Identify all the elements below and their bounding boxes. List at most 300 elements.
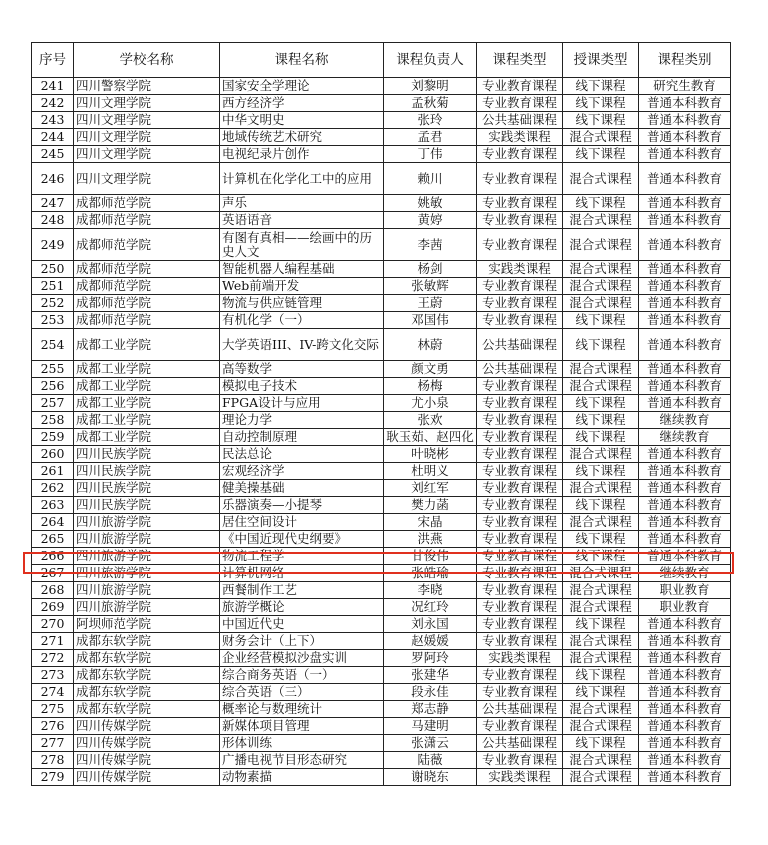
table-row — [32, 769, 731, 786]
cell-school: 四川文理学院 — [74, 129, 220, 146]
table-row — [32, 329, 731, 361]
table-row — [32, 514, 731, 531]
cell-school: 阿坝师范学院 — [74, 616, 220, 633]
cell-course: 有机化学（一） — [220, 312, 384, 329]
cell-instructor: 况红玲 — [384, 599, 477, 616]
cell-school: 四川传媒学院 — [74, 735, 220, 752]
table-body — [32, 78, 731, 786]
cell-category: 普通本科教育 — [639, 667, 731, 684]
cell-delivery-type: 线下课程 — [563, 548, 639, 565]
cell-course-type: 实践类课程 — [477, 261, 563, 278]
cell-category: 普通本科教育 — [639, 548, 731, 565]
cell-category: 普通本科教育 — [639, 329, 731, 361]
cell-delivery-type: 线下课程 — [563, 429, 639, 446]
cell-index: 245 — [32, 146, 74, 163]
cell-course: 民法总论 — [220, 446, 384, 463]
cell-delivery-type: 混合式课程 — [563, 514, 639, 531]
cell-course: 英语语音 — [220, 212, 384, 229]
table-row — [32, 95, 731, 112]
cell-category: 普通本科教育 — [639, 163, 731, 195]
table-row — [32, 312, 731, 329]
cell-index: 255 — [32, 361, 74, 378]
cell-course-type: 专业教育课程 — [477, 565, 563, 582]
cell-instructor: 罗阿玲 — [384, 650, 477, 667]
cell-course-type: 专业教育课程 — [477, 378, 563, 395]
cell-category: 普通本科教育 — [639, 112, 731, 129]
cell-instructor: 张皓瑜 — [384, 565, 477, 582]
cell-index: 272 — [32, 650, 74, 667]
table-row — [32, 599, 731, 616]
cell-delivery-type: 混合式课程 — [563, 229, 639, 261]
cell-course: 广播电视节目形态研究 — [220, 752, 384, 769]
cell-delivery-type: 线下课程 — [563, 312, 639, 329]
table-row — [32, 650, 731, 667]
cell-school: 四川文理学院 — [74, 112, 220, 129]
cell-index: 257 — [32, 395, 74, 412]
cell-delivery-type: 混合式课程 — [563, 212, 639, 229]
table-row — [32, 129, 731, 146]
cell-instructor: 张建华 — [384, 667, 477, 684]
cell-category: 普通本科教育 — [639, 212, 731, 229]
cell-course: 大学英语III、IV-跨文化交际 — [220, 329, 384, 361]
cell-delivery-type: 线下课程 — [563, 95, 639, 112]
table-row — [32, 112, 731, 129]
cell-index: 276 — [32, 718, 74, 735]
header-category: 课程类别 — [639, 43, 731, 78]
cell-course-type: 专业教育课程 — [477, 195, 563, 212]
table-row — [32, 565, 731, 582]
cell-index: 249 — [32, 229, 74, 261]
cell-delivery-type: 线下课程 — [563, 684, 639, 701]
cell-index: 270 — [32, 616, 74, 633]
cell-school: 四川旅游学院 — [74, 531, 220, 548]
cell-index: 279 — [32, 769, 74, 786]
cell-category: 普通本科教育 — [639, 514, 731, 531]
cell-index: 277 — [32, 735, 74, 752]
cell-instructor: 孟君 — [384, 129, 477, 146]
cell-course-type: 公共基础课程 — [477, 329, 563, 361]
header-course-type: 课程类型 — [477, 43, 563, 78]
cell-course: 健美操基础 — [220, 480, 384, 497]
cell-delivery-type: 线下课程 — [563, 195, 639, 212]
cell-index: 244 — [32, 129, 74, 146]
cell-delivery-type: 混合式课程 — [563, 361, 639, 378]
cell-course: 高等数学 — [220, 361, 384, 378]
cell-instructor: 张敏辉 — [384, 278, 477, 295]
cell-course-type: 专业教育课程 — [477, 684, 563, 701]
cell-course-type: 专业教育课程 — [477, 633, 563, 650]
cell-course: FPGA设计与应用 — [220, 395, 384, 412]
cell-category: 普通本科教育 — [639, 701, 731, 718]
table-row — [32, 531, 731, 548]
cell-index: 247 — [32, 195, 74, 212]
cell-course-type: 公共基础课程 — [477, 112, 563, 129]
cell-course-type: 专业教育课程 — [477, 752, 563, 769]
cell-index: 250 — [32, 261, 74, 278]
cell-course: 智能机器人编程基础 — [220, 261, 384, 278]
cell-index: 252 — [32, 295, 74, 312]
cell-school: 成都工业学院 — [74, 429, 220, 446]
cell-index: 259 — [32, 429, 74, 446]
cell-course: 模拟电子技术 — [220, 378, 384, 395]
cell-instructor: 李晓 — [384, 582, 477, 599]
cell-delivery-type: 混合式课程 — [563, 261, 639, 278]
table-row — [32, 229, 731, 261]
cell-category: 普通本科教育 — [639, 361, 731, 378]
cell-category: 职业教育 — [639, 599, 731, 616]
cell-instructor: 杨剑 — [384, 261, 477, 278]
cell-instructor: 赖川 — [384, 163, 477, 195]
table-row — [32, 616, 731, 633]
cell-instructor: 樊力菡 — [384, 497, 477, 514]
cell-school: 四川文理学院 — [74, 163, 220, 195]
cell-course: 西餐制作工艺 — [220, 582, 384, 599]
table-row — [32, 480, 731, 497]
cell-course-type: 实践类课程 — [477, 650, 563, 667]
cell-index: 278 — [32, 752, 74, 769]
cell-school: 成都工业学院 — [74, 378, 220, 395]
cell-category: 普通本科教育 — [639, 129, 731, 146]
cell-course: 理论力学 — [220, 412, 384, 429]
cell-index: 264 — [32, 514, 74, 531]
cell-course-type: 公共基础课程 — [477, 735, 563, 752]
cell-course: 财务会计（上下） — [220, 633, 384, 650]
cell-category: 普通本科教育 — [639, 684, 731, 701]
cell-course-type: 专业教育课程 — [477, 497, 563, 514]
cell-school: 四川警察学院 — [74, 78, 220, 95]
cell-instructor: 马建明 — [384, 718, 477, 735]
cell-course-type: 专业教育课程 — [477, 312, 563, 329]
cell-delivery-type: 混合式课程 — [563, 633, 639, 650]
cell-course: 中国近代史 — [220, 616, 384, 633]
cell-category: 普通本科教育 — [639, 650, 731, 667]
header-course: 课程名称 — [220, 43, 384, 78]
cell-school: 成都工业学院 — [74, 361, 220, 378]
cell-course-type: 专业教育课程 — [477, 78, 563, 95]
cell-delivery-type: 线下课程 — [563, 395, 639, 412]
cell-course-type: 专业教育课程 — [477, 718, 563, 735]
cell-school: 四川传媒学院 — [74, 769, 220, 786]
cell-instructor: 尤小泉 — [384, 395, 477, 412]
cell-school: 四川文理学院 — [74, 95, 220, 112]
cell-school: 四川传媒学院 — [74, 718, 220, 735]
cell-course: 旅游学概论 — [220, 599, 384, 616]
cell-delivery-type: 混合式课程 — [563, 718, 639, 735]
cell-course: 概率论与数理统计 — [220, 701, 384, 718]
cell-delivery-type: 混合式课程 — [563, 599, 639, 616]
cell-course: 居住空间设计 — [220, 514, 384, 531]
table-row — [32, 667, 731, 684]
cell-course: 计算机网络 — [220, 565, 384, 582]
cell-category: 普通本科教育 — [639, 278, 731, 295]
cell-instructor: 杨梅 — [384, 378, 477, 395]
cell-index: 262 — [32, 480, 74, 497]
cell-category: 继续教育 — [639, 565, 731, 582]
cell-category: 普通本科教育 — [639, 616, 731, 633]
cell-instructor: 谢晓东 — [384, 769, 477, 786]
cell-instructor: 赵媛媛 — [384, 633, 477, 650]
cell-index: 263 — [32, 497, 74, 514]
course-table — [31, 42, 731, 786]
cell-school: 四川旅游学院 — [74, 514, 220, 531]
table-row — [32, 78, 731, 95]
cell-category: 普通本科教育 — [639, 752, 731, 769]
table-row — [32, 718, 731, 735]
cell-delivery-type: 线下课程 — [563, 412, 639, 429]
cell-school: 成都师范学院 — [74, 229, 220, 261]
cell-delivery-type: 混合式课程 — [563, 582, 639, 599]
cell-delivery-type: 混合式课程 — [563, 378, 639, 395]
table-row — [32, 582, 731, 599]
cell-category: 普通本科教育 — [639, 195, 731, 212]
cell-course: 国家安全学理论 — [220, 78, 384, 95]
cell-delivery-type: 线下课程 — [563, 497, 639, 514]
cell-instructor: 林蔚 — [384, 329, 477, 361]
cell-index: 265 — [32, 531, 74, 548]
cell-school: 四川传媒学院 — [74, 752, 220, 769]
cell-course-type: 专业教育课程 — [477, 480, 563, 497]
cell-course: 动物素描 — [220, 769, 384, 786]
cell-delivery-type: 线下课程 — [563, 329, 639, 361]
cell-delivery-type: 线下课程 — [563, 463, 639, 480]
cell-school: 成都东软学院 — [74, 650, 220, 667]
cell-course-type: 专业教育课程 — [477, 548, 563, 565]
cell-school: 四川旅游学院 — [74, 582, 220, 599]
cell-index: 274 — [32, 684, 74, 701]
cell-delivery-type: 混合式课程 — [563, 701, 639, 718]
cell-index: 271 — [32, 633, 74, 650]
cell-category: 普通本科教育 — [639, 95, 731, 112]
cell-instructor: 张欢 — [384, 412, 477, 429]
cell-school: 四川旅游学院 — [74, 565, 220, 582]
cell-delivery-type: 线下课程 — [563, 146, 639, 163]
table-row — [32, 278, 731, 295]
cell-course: 乐器演奏—小提琴 — [220, 497, 384, 514]
header-school: 学校名称 — [74, 43, 220, 78]
cell-course: 新媒体项目管理 — [220, 718, 384, 735]
cell-school: 成都师范学院 — [74, 261, 220, 278]
cell-course: 宏观经济学 — [220, 463, 384, 480]
cell-course-type: 专业教育课程 — [477, 446, 563, 463]
cell-index: 242 — [32, 95, 74, 112]
cell-instructor: 刘永国 — [384, 616, 477, 633]
cell-course-type: 实践类课程 — [477, 129, 563, 146]
cell-category: 普通本科教育 — [639, 295, 731, 312]
cell-instructor: 王蔚 — [384, 295, 477, 312]
cell-school: 成都工业学院 — [74, 329, 220, 361]
cell-instructor: 孟秋菊 — [384, 95, 477, 112]
cell-course-type: 专业教育课程 — [477, 463, 563, 480]
cell-instructor: 刘红军 — [384, 480, 477, 497]
cell-instructor: 颜文勇 — [384, 361, 477, 378]
cell-course: 中华文明史 — [220, 112, 384, 129]
cell-delivery-type: 混合式课程 — [563, 129, 639, 146]
cell-instructor: 李茜 — [384, 229, 477, 261]
header-row — [32, 43, 731, 78]
cell-school: 四川民族学院 — [74, 463, 220, 480]
cell-instructor: 耿玉茹、赵四化 — [384, 429, 477, 446]
cell-school: 四川旅游学院 — [74, 599, 220, 616]
cell-course: 物流与供应链管理 — [220, 295, 384, 312]
cell-course-type: 公共基础课程 — [477, 361, 563, 378]
cell-delivery-type: 混合式课程 — [563, 480, 639, 497]
cell-instructor: 黄婷 — [384, 212, 477, 229]
table-row — [32, 429, 731, 446]
cell-school: 四川文理学院 — [74, 146, 220, 163]
cell-delivery-type: 线下课程 — [563, 616, 639, 633]
cell-instructor: 甘俊伟 — [384, 548, 477, 565]
cell-course: 物流工程学 — [220, 548, 384, 565]
cell-course-type: 专业教育课程 — [477, 95, 563, 112]
cell-course: 企业经营模拟沙盘实训 — [220, 650, 384, 667]
cell-category: 普通本科教育 — [639, 229, 731, 261]
cell-category: 继续教育 — [639, 429, 731, 446]
cell-index: 269 — [32, 599, 74, 616]
cell-course: 有图有真相——绘画中的历史人文 — [220, 229, 384, 261]
cell-instructor: 张玲 — [384, 112, 477, 129]
cell-delivery-type: 线下课程 — [563, 531, 639, 548]
cell-course-type: 专业教育课程 — [477, 295, 563, 312]
table-row — [32, 548, 731, 565]
cell-category: 研究生教育 — [639, 78, 731, 95]
cell-course: Web前端开发 — [220, 278, 384, 295]
table-row — [32, 446, 731, 463]
cell-instructor: 丁伟 — [384, 146, 477, 163]
cell-school: 四川旅游学院 — [74, 548, 220, 565]
table-row — [32, 212, 731, 229]
cell-index: 267 — [32, 565, 74, 582]
cell-category: 普通本科教育 — [639, 718, 731, 735]
cell-delivery-type: 混合式课程 — [563, 752, 639, 769]
cell-index: 258 — [32, 412, 74, 429]
cell-delivery-type: 混合式课程 — [563, 650, 639, 667]
cell-index: 253 — [32, 312, 74, 329]
cell-course-type: 专业教育课程 — [477, 146, 563, 163]
cell-instructor: 姚敏 — [384, 195, 477, 212]
cell-category: 普通本科教育 — [639, 735, 731, 752]
cell-course-type: 专业教育课程 — [477, 163, 563, 195]
cell-course: 地域传统艺术研究 — [220, 129, 384, 146]
cell-index: 275 — [32, 701, 74, 718]
cell-course-type: 专业教育课程 — [477, 429, 563, 446]
cell-instructor: 张潇云 — [384, 735, 477, 752]
cell-instructor: 杜明义 — [384, 463, 477, 480]
cell-instructor: 宋晶 — [384, 514, 477, 531]
cell-category: 普通本科教育 — [639, 378, 731, 395]
cell-course-type: 专业教育课程 — [477, 278, 563, 295]
cell-delivery-type: 混合式课程 — [563, 769, 639, 786]
cell-school: 四川民族学院 — [74, 446, 220, 463]
cell-delivery-type: 线下课程 — [563, 667, 639, 684]
table-row — [32, 378, 731, 395]
table-row — [32, 735, 731, 752]
table-row — [32, 684, 731, 701]
cell-school: 成都师范学院 — [74, 312, 220, 329]
table-row — [32, 163, 731, 195]
cell-school: 成都东软学院 — [74, 684, 220, 701]
cell-course-type: 专业教育课程 — [477, 616, 563, 633]
cell-school: 成都东软学院 — [74, 633, 220, 650]
cell-index: 241 — [32, 78, 74, 95]
cell-category: 普通本科教育 — [639, 446, 731, 463]
cell-school: 成都工业学院 — [74, 395, 220, 412]
cell-category: 普通本科教育 — [639, 261, 731, 278]
cell-category: 普通本科教育 — [639, 146, 731, 163]
header-index: 序号 — [32, 43, 74, 78]
cell-course: 声乐 — [220, 195, 384, 212]
cell-category: 普通本科教育 — [639, 463, 731, 480]
cell-course: 综合英语（三） — [220, 684, 384, 701]
table-row — [32, 497, 731, 514]
table-row — [32, 146, 731, 163]
cell-course-type: 专业教育课程 — [477, 212, 563, 229]
cell-index: 246 — [32, 163, 74, 195]
table-row — [32, 395, 731, 412]
table-row — [32, 195, 731, 212]
cell-course-type: 专业教育课程 — [477, 667, 563, 684]
cell-course: 西方经济学 — [220, 95, 384, 112]
cell-category: 普通本科教育 — [639, 531, 731, 548]
cell-category: 普通本科教育 — [639, 312, 731, 329]
table-row — [32, 752, 731, 769]
cell-course: 自动控制原理 — [220, 429, 384, 446]
cell-course-type: 专业教育课程 — [477, 582, 563, 599]
cell-delivery-type: 混合式课程 — [563, 565, 639, 582]
cell-instructor: 郑志静 — [384, 701, 477, 718]
cell-course-type: 公共基础课程 — [477, 701, 563, 718]
cell-delivery-type: 混合式课程 — [563, 278, 639, 295]
table-row — [32, 412, 731, 429]
table-row — [32, 261, 731, 278]
header-delivery-type: 授课类型 — [563, 43, 639, 78]
cell-school: 成都师范学院 — [74, 295, 220, 312]
table-row — [32, 295, 731, 312]
cell-category: 普通本科教育 — [639, 480, 731, 497]
cell-delivery-type: 混合式课程 — [563, 163, 639, 195]
table-row — [32, 633, 731, 650]
table-row — [32, 361, 731, 378]
cell-course: 综合商务英语（一） — [220, 667, 384, 684]
table-row — [32, 463, 731, 480]
cell-category: 普通本科教育 — [639, 497, 731, 514]
cell-course: 计算机在化学化工中的应用 — [220, 163, 384, 195]
table-row — [32, 701, 731, 718]
cell-delivery-type: 线下课程 — [563, 735, 639, 752]
cell-index: 256 — [32, 378, 74, 395]
cell-instructor: 段永佳 — [384, 684, 477, 701]
cell-course-type: 专业教育课程 — [477, 412, 563, 429]
cell-course-type: 专业教育课程 — [477, 531, 563, 548]
cell-instructor: 邓国伟 — [384, 312, 477, 329]
cell-course: 电视纪录片创作 — [220, 146, 384, 163]
cell-school: 成都工业学院 — [74, 412, 220, 429]
cell-course: 形体训练 — [220, 735, 384, 752]
cell-index: 261 — [32, 463, 74, 480]
cell-index: 248 — [32, 212, 74, 229]
cell-instructor: 刘黎明 — [384, 78, 477, 95]
cell-school: 成都师范学院 — [74, 212, 220, 229]
cell-course-type: 实践类课程 — [477, 769, 563, 786]
cell-course-type: 专业教育课程 — [477, 514, 563, 531]
cell-category: 普通本科教育 — [639, 769, 731, 786]
cell-index: 273 — [32, 667, 74, 684]
cell-school: 成都东软学院 — [74, 667, 220, 684]
cell-delivery-type: 混合式课程 — [563, 295, 639, 312]
header-instructor: 课程负责人 — [384, 43, 477, 78]
cell-school: 成都东软学院 — [74, 701, 220, 718]
cell-category: 普通本科教育 — [639, 633, 731, 650]
cell-school: 四川民族学院 — [74, 497, 220, 514]
